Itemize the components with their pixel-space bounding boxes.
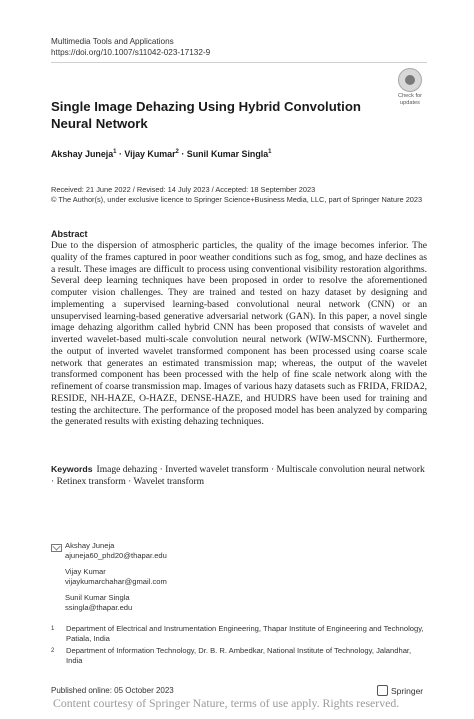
contact-name: Akshay Juneja <box>65 541 115 550</box>
paper-title: Single Image Dehazing Using Hybrid Convolution Neural Network <box>51 99 361 131</box>
affiliation-item <box>51 646 427 666</box>
contact-name: Vijay Kumar <box>65 567 106 576</box>
contact-entry <box>65 593 132 613</box>
affiliation-marker: 1 <box>268 149 272 155</box>
affiliation-number: 1 <box>51 626 55 632</box>
check-updates-label-2: updates <box>400 100 420 106</box>
affiliation-marker: 1 <box>113 149 117 155</box>
affiliation-text: Department of Information Technology, Dr. B. R. Ambedkar, National Institute of Technology, Jalandhar, India <box>66 646 412 665</box>
doi-link[interactable]: https://doi.org/10.1007/s11042-023-17132-9 <box>51 48 211 57</box>
watermark: Content courtesy of Springer Nature, terms of use apply. Rights reserved. <box>53 696 400 710</box>
author-list <box>51 146 272 160</box>
header-divider <box>51 62 427 63</box>
author-name: Sunil Kumar Singla <box>186 148 269 159</box>
publisher-name: Springer <box>391 685 424 696</box>
springer-logo <box>377 685 423 696</box>
journal-name: Multimedia Tools and Applications <box>51 37 174 46</box>
abstract-text: Due to the dispersion of atmospheric particles, the quality of the image becomes inferior. The quality of the frames captured in poor weather conditions such as fog, smog, and haze declines as a result. These images are difficult to process using conventional visibility restoration algorithms. Several deep learning techniques have been proposed in order to resolve the aforementioned computer vision challenges. They are trained and tested on hazy dataset by designing and implementing a supervised learning-based convolutional neural network (CNN) or an unsupervised learning-based generative adversarial network (GAN). In this paper, a novel single image dehazing algorithm called hybrid CNN has been proposed that consists of wavelet and inverted wavelet-based multi-scale convolution neural network (WIW-MSCNN). Furthermore, the output of inverted wavelet transformed component has been processed using coarse scale network that generates an estimated transmission map; whereas, the output of the wavelet transformed component has been processed with the help of fine scale network along with the refinement of coarse transmission map. Images of various hazy datasets such as FRIDA, FRIDA2, RESIDE, NH-HAZE, O-HAZE, DENSE-HAZE, and HUDRS have been used for training and testing the architecture. The performance of the proposed model has been analyzed by comparing the generated results with existing dehazing techniques. <box>51 240 427 428</box>
keywords-section <box>51 464 427 488</box>
contact-entry <box>65 541 167 561</box>
author-name: Vijay Kumar <box>124 148 176 159</box>
author-name: Akshay Juneja <box>51 148 114 159</box>
author-separator: · <box>181 148 185 159</box>
contact-name: Sunil Kumar Singla <box>65 593 130 602</box>
abstract-heading: Abstract <box>51 229 88 239</box>
springer-horse-icon <box>377 685 388 696</box>
contact-email[interactable]: vijaykumarchahar@gmail.com <box>65 577 167 586</box>
contact-email[interactable]: ajuneja60_phd20@thapar.edu <box>65 551 167 560</box>
affiliation-item <box>51 624 427 644</box>
contact-email[interactable]: ssingla@thapar.edu <box>65 603 133 612</box>
contact-entry <box>65 567 167 587</box>
author-separator: · <box>118 148 122 159</box>
keywords-label: Keywords <box>51 464 93 474</box>
affiliation-marker: 2 <box>175 149 179 155</box>
affiliation-number: 2 <box>51 648 55 654</box>
check-updates-icon <box>398 68 422 92</box>
journal-header <box>51 36 210 58</box>
copyright-line: © The Author(s), under exclusive licence to Springer Science+Business Media, LLC, part of Springer Nature 2023 <box>51 195 423 204</box>
check-for-updates-badge[interactable] <box>393 68 427 106</box>
affiliation-text: Department of Electrical and Instrumentation Engineering, Thapar Institute of Engineering and Technology, Patiala, India <box>66 624 424 643</box>
keywords-list: Image dehazing · Inverted wavelet transform · Multiscale convolution neural network · Retinex transform · Wavelet transform <box>51 464 425 487</box>
published-online: Published online: 05 October 2023 <box>51 686 174 695</box>
envelope-icon <box>51 544 62 552</box>
publication-history <box>51 185 422 205</box>
dates-line: Received: 21 June 2022 / Revised: 14 July 2023 / Accepted: 18 September 2023 <box>51 185 316 194</box>
check-updates-label-1: Check for <box>398 93 422 99</box>
